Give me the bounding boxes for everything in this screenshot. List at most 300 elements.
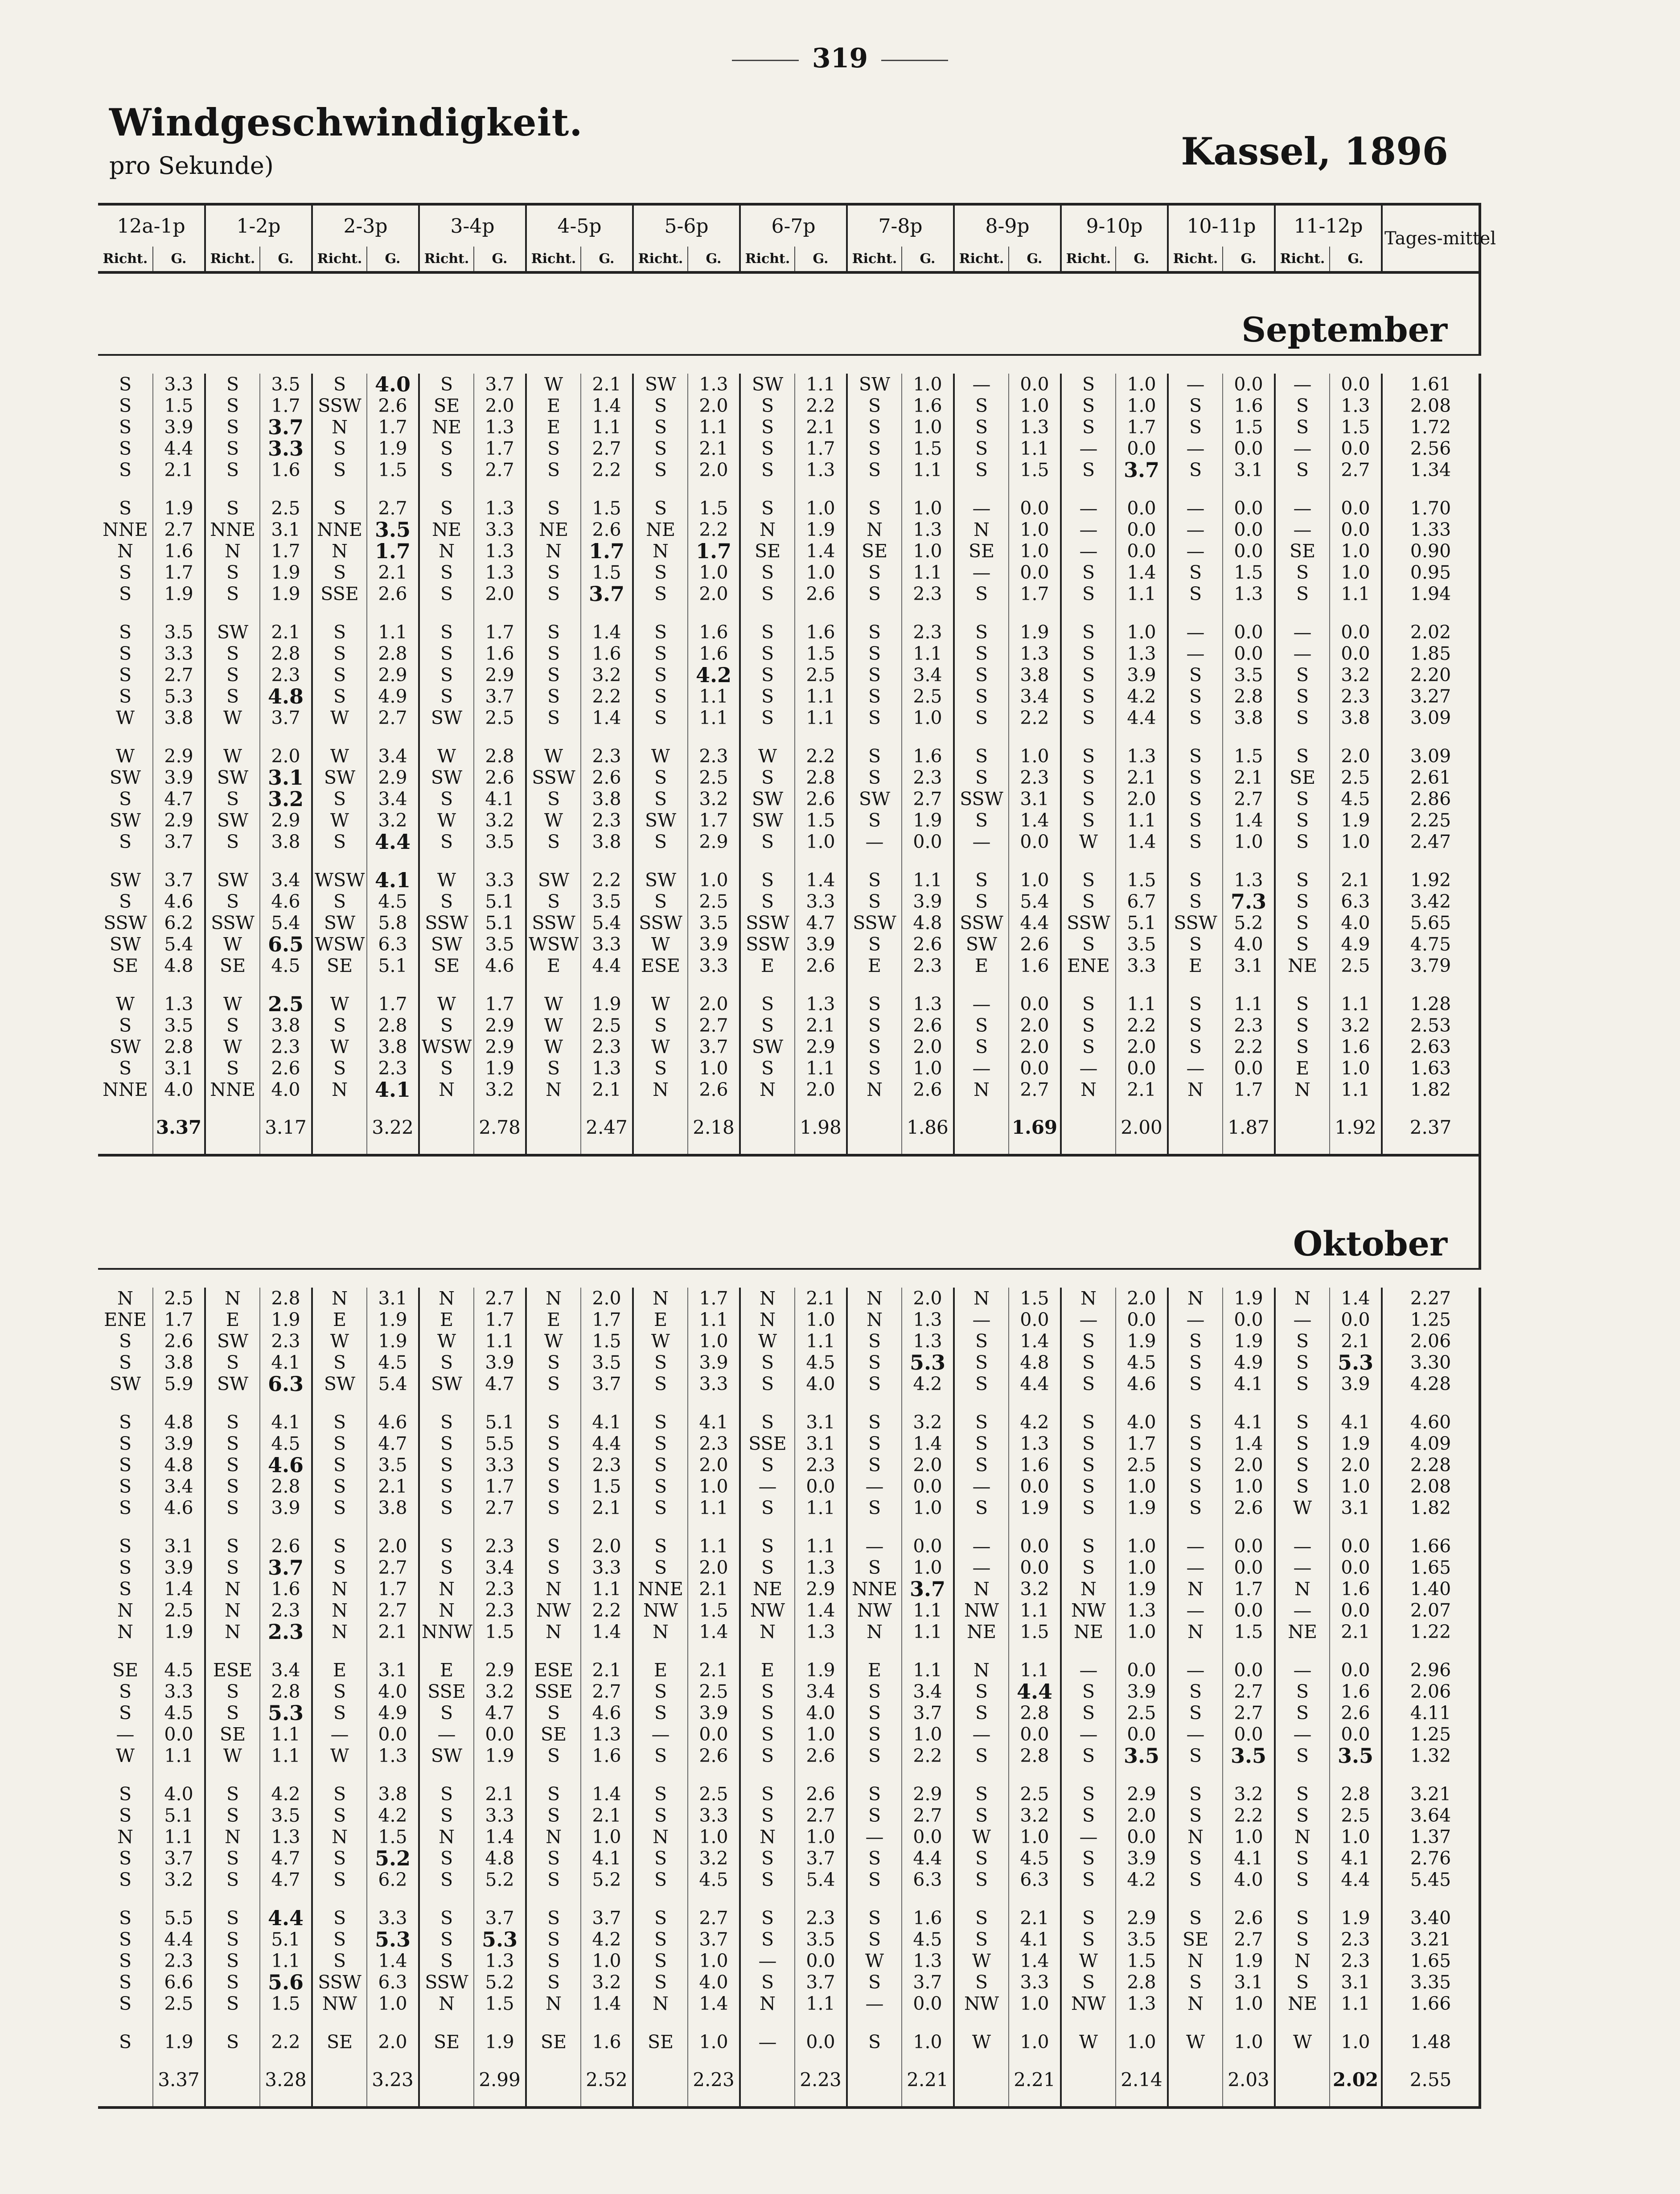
speed-cell: 3.3 xyxy=(260,438,312,459)
speed-cell: 1.6 xyxy=(260,459,312,481)
daily-mean-cell: 0.90 xyxy=(1382,540,1480,562)
speed-cell: 1.7 xyxy=(153,562,205,583)
direction-cell: S xyxy=(419,583,474,605)
direction-cell: W xyxy=(1061,831,1116,852)
speed-cell: 1.4 xyxy=(153,1578,205,1600)
direction-cell: SSW xyxy=(526,912,581,934)
speed-cell: 1.1 xyxy=(795,1993,847,2014)
direction-cell: WSW xyxy=(312,852,367,891)
daily-mean-cell: 4.11 xyxy=(1382,1702,1480,1724)
speed-cell: 2.0 xyxy=(474,583,526,605)
speed-cell: 0.0 xyxy=(1009,1519,1061,1557)
monthly-mean-cell: 3.17 xyxy=(260,1100,312,1155)
speed-cell: 1.9 xyxy=(153,583,205,605)
direction-cell: S xyxy=(1275,1015,1330,1036)
speed-cell: 5.3 xyxy=(153,686,205,707)
speed-cell: 4.5 xyxy=(367,891,419,912)
month-heading-row xyxy=(98,272,1480,355)
speed-cell: 1.5 xyxy=(1223,562,1275,583)
speed-cell: 0.0 xyxy=(1116,1058,1168,1079)
speed-cell: 0.0 xyxy=(1330,1600,1382,1621)
direction-cell: S xyxy=(526,1519,581,1557)
direction-cell: S xyxy=(954,810,1009,831)
empty-cell xyxy=(633,2053,688,2108)
direction-cell: E xyxy=(526,955,581,976)
direction-cell: S xyxy=(954,1848,1009,1869)
speed-cell: 3.9 xyxy=(1116,664,1168,686)
speed-cell: 1.0 xyxy=(795,481,847,519)
monthly-mean-cell: 2.14 xyxy=(1116,2053,1168,2108)
daily-mean-cell: 2.25 xyxy=(1382,810,1480,831)
direction-cell: S xyxy=(847,1395,902,1433)
direction-cell: S xyxy=(633,1557,688,1578)
table-row xyxy=(98,788,1480,810)
speed-cell: 2.3 xyxy=(581,1036,633,1058)
direction-cell: S xyxy=(954,1036,1009,1058)
direction-cell: SE xyxy=(740,540,795,562)
direction-cell: S xyxy=(419,1950,474,1972)
speed-cell: 1.9 xyxy=(367,438,419,459)
hour-column-header: 10-11p xyxy=(1168,204,1275,247)
speed-cell: 2.5 xyxy=(1009,1766,1061,1805)
direction-cell: S xyxy=(847,1373,902,1395)
speed-cell: 1.7 xyxy=(153,1309,205,1330)
direction-cell: S xyxy=(847,1890,902,1929)
direction-cell: S xyxy=(954,1454,1009,1476)
empty-cell xyxy=(1275,2053,1330,2108)
daily-mean-cell: 1.85 xyxy=(1382,643,1480,664)
direction-cell: S xyxy=(740,1972,795,1993)
speed-cell: 3.9 xyxy=(1116,1681,1168,1702)
daily-mean-cell: 1.28 xyxy=(1382,976,1480,1015)
direction-cell: S xyxy=(1168,664,1223,686)
direction-cell: S xyxy=(1061,1972,1116,1993)
speed-cell: 4.7 xyxy=(260,1848,312,1869)
direction-cell: S xyxy=(847,459,902,481)
monthly-mean-cell: 3.37 xyxy=(153,2053,205,2108)
hour-column-header: 5-6p xyxy=(633,204,740,247)
daily-mean-cell: 1.34 xyxy=(1382,459,1480,481)
direction-cell: SW xyxy=(740,788,795,810)
direction-cell: S xyxy=(419,1557,474,1578)
speed-cell: 1.1 xyxy=(581,416,633,438)
speed-cell: 2.5 xyxy=(153,1993,205,2014)
table-row xyxy=(98,1519,1480,1557)
direction-cell: S xyxy=(1275,459,1330,481)
speed-cell: 1.9 xyxy=(902,810,954,831)
speed-cell: 1.1 xyxy=(153,1745,205,1766)
direction-cell: N xyxy=(1275,1288,1330,1309)
speed-cell: 3.9 xyxy=(1116,1848,1168,1869)
direction-cell: S xyxy=(954,583,1009,605)
speed-cell: 1.4 xyxy=(474,1826,526,1848)
direction-cell: W xyxy=(312,1330,367,1352)
speed-cell: 1.4 xyxy=(1009,810,1061,831)
direction-cell: S xyxy=(419,374,474,395)
speed-cell: 1.0 xyxy=(1223,2014,1275,2053)
speed-cell: 3.7 xyxy=(474,1890,526,1929)
direction-cell: S xyxy=(98,1848,153,1869)
direction-cell: W xyxy=(526,1330,581,1352)
table-row xyxy=(98,1352,1480,1373)
direction-cell: S xyxy=(98,1058,153,1079)
speed-cell: 1.0 xyxy=(902,707,954,729)
speed-cell: 1.1 xyxy=(260,1745,312,1766)
speed-cell: 2.3 xyxy=(1330,686,1382,707)
speed-cell: 2.7 xyxy=(367,1557,419,1578)
direction-cell: S xyxy=(847,481,902,519)
direction-cell: S xyxy=(847,1745,902,1766)
speed-cell: 1.0 xyxy=(1009,540,1061,562)
direction-cell: S xyxy=(205,1395,260,1433)
direction-cell: S xyxy=(98,1352,153,1373)
speed-cell: 2.2 xyxy=(1223,1036,1275,1058)
direction-cell: S xyxy=(1061,1352,1116,1373)
direction-cell: E xyxy=(1168,955,1223,976)
direction-cell: SSW xyxy=(98,912,153,934)
speed-cell: 2.8 xyxy=(367,643,419,664)
speed-cell: 1.1 xyxy=(902,562,954,583)
direction-cell: NNE xyxy=(205,1079,260,1100)
speed-cell: 3.2 xyxy=(1330,1015,1382,1036)
direction-cell: S xyxy=(740,831,795,852)
speed-cell: 0.0 xyxy=(1223,1519,1275,1557)
speed-cell: 4.8 xyxy=(153,1395,205,1433)
speed-cell: 2.3 xyxy=(474,1578,526,1600)
speed-cell: 3.8 xyxy=(1330,707,1382,729)
direction-cell: S xyxy=(954,1433,1009,1454)
direction-cell: S xyxy=(419,1395,474,1433)
speed-cell: 1.7 xyxy=(1223,1079,1275,1100)
direction-cell: S xyxy=(205,1702,260,1724)
table-row xyxy=(98,374,1480,395)
speed-cell: 1.1 xyxy=(474,1330,526,1352)
direction-cell: S xyxy=(740,1681,795,1702)
direction-cell: S xyxy=(205,2014,260,2053)
speed-cell: 1.5 xyxy=(902,438,954,459)
direction-cell: W xyxy=(1061,2014,1116,2053)
speed-cell: 2.7 xyxy=(474,1288,526,1309)
direction-subheader: Richt. xyxy=(205,247,260,272)
speed-cell: 3.7 xyxy=(581,1373,633,1395)
speed-cell: 4.0 xyxy=(153,1079,205,1100)
direction-cell: S xyxy=(98,1476,153,1497)
table-row xyxy=(98,1058,1480,1079)
direction-cell: S xyxy=(740,1454,795,1476)
speed-cell: 2.6 xyxy=(902,1015,954,1036)
direction-cell: S xyxy=(526,562,581,583)
direction-cell: SSW xyxy=(205,912,260,934)
direction-cell: S xyxy=(954,459,1009,481)
speed-cell: 4.1 xyxy=(688,1395,740,1433)
direction-cell: S xyxy=(954,1745,1009,1766)
daily-mean-cell: 3.35 xyxy=(1382,1972,1480,1993)
table-row xyxy=(98,395,1480,416)
empty-cell xyxy=(312,2053,367,2108)
table-row xyxy=(98,1288,1480,1309)
direction-cell: S xyxy=(98,1869,153,1890)
direction-cell: S xyxy=(419,788,474,810)
speed-cell: 1.7 xyxy=(260,395,312,416)
speed-cell: 2.6 xyxy=(1009,934,1061,955)
direction-cell: NE xyxy=(419,519,474,540)
speed-cell: 1.0 xyxy=(902,481,954,519)
table-row xyxy=(98,852,1480,891)
table-row xyxy=(98,1993,1480,2014)
direction-cell: S xyxy=(633,1497,688,1519)
direction-cell: S xyxy=(740,1557,795,1578)
direction-cell: S xyxy=(1168,395,1223,416)
speed-cell: 3.9 xyxy=(902,891,954,912)
speed-cell: 2.1 xyxy=(260,605,312,643)
direction-cell: N xyxy=(526,540,581,562)
direction-cell: SW xyxy=(954,934,1009,955)
speed-cell: 3.1 xyxy=(1223,459,1275,481)
direction-cell: E xyxy=(419,1309,474,1330)
speed-cell: 3.2 xyxy=(688,788,740,810)
direction-subheader: Richt. xyxy=(98,247,153,272)
direction-cell: W xyxy=(419,976,474,1015)
table-row xyxy=(98,934,1480,955)
speed-cell: 5.2 xyxy=(581,1869,633,1890)
table-row xyxy=(98,1766,1480,1805)
direction-cell: N xyxy=(1275,1578,1330,1600)
table-row xyxy=(98,707,1480,729)
direction-cell: N xyxy=(419,1288,474,1309)
speed-cell: 1.5 xyxy=(1330,416,1382,438)
table-row xyxy=(98,1745,1480,1766)
speed-cell: 2.9 xyxy=(367,664,419,686)
direction-cell: S xyxy=(740,562,795,583)
speed-cell: 2.2 xyxy=(581,852,633,891)
direction-cell: S xyxy=(1061,1497,1116,1519)
direction-cell: S xyxy=(98,1702,153,1724)
speed-cell: 0.0 xyxy=(795,1950,847,1972)
speed-cell: 2.6 xyxy=(260,1519,312,1557)
speed-cell: 0.0 xyxy=(1116,481,1168,519)
direction-cell: SW xyxy=(312,912,367,934)
direction-cell: W xyxy=(526,1015,581,1036)
speed-cell: 4.9 xyxy=(367,686,419,707)
speed-cell: 1.5 xyxy=(1116,1950,1168,1972)
direction-cell: S xyxy=(1168,1890,1223,1929)
speed-cell: 2.5 xyxy=(153,1288,205,1309)
direction-cell: NNE xyxy=(205,519,260,540)
speed-cell: 0.0 xyxy=(1223,1557,1275,1578)
direction-cell: S xyxy=(312,1058,367,1079)
direction-cell: N xyxy=(1275,1826,1330,1848)
direction-cell: W xyxy=(312,976,367,1015)
direction-cell: N xyxy=(954,1079,1009,1100)
speed-cell: 2.6 xyxy=(153,1330,205,1352)
direction-cell: S xyxy=(98,686,153,707)
speed-cell: 1.3 xyxy=(902,1330,954,1352)
speed-cell: 1.0 xyxy=(1223,831,1275,852)
speed-cell: 1.5 xyxy=(1009,459,1061,481)
direction-cell: NE xyxy=(954,1621,1009,1642)
speed-cell: 3.3 xyxy=(153,374,205,395)
speed-cell: 0.0 xyxy=(1009,1557,1061,1578)
speed-cell: 4.2 xyxy=(260,1766,312,1805)
speed-cell: 3.4 xyxy=(902,1681,954,1702)
table-row xyxy=(98,1681,1480,1702)
daily-mean-cell: 1.32 xyxy=(1382,1745,1480,1766)
direction-cell: N xyxy=(1061,1079,1116,1100)
speed-cell: 7.3 xyxy=(1223,891,1275,912)
speed-cell: 1.6 xyxy=(795,605,847,643)
direction-cell: S xyxy=(98,1433,153,1454)
direction-cell: S xyxy=(954,605,1009,643)
speed-cell: 3.4 xyxy=(260,1642,312,1681)
speed-cell: 1.1 xyxy=(1330,1079,1382,1100)
direction-cell: S xyxy=(633,643,688,664)
speed-cell: 0.0 xyxy=(1009,1476,1061,1497)
speed-cell: 1.0 xyxy=(795,562,847,583)
daily-mean-cell: 1.82 xyxy=(1382,1497,1480,1519)
direction-cell: NE xyxy=(633,519,688,540)
direction-cell: S xyxy=(954,664,1009,686)
speed-cell: 1.0 xyxy=(902,1058,954,1079)
speed-cell: 3.5 xyxy=(367,1454,419,1476)
speed-cell: 2.2 xyxy=(1116,1015,1168,1036)
speed-cell: 2.1 xyxy=(581,1497,633,1519)
direction-cell: — xyxy=(740,2014,795,2053)
speed-cell: 0.0 xyxy=(902,1476,954,1497)
speed-cell: 4.1 xyxy=(1223,1373,1275,1395)
wind-speed-table xyxy=(98,203,1496,2109)
speed-cell: 1.0 xyxy=(1009,1826,1061,1848)
direction-cell: S xyxy=(847,1702,902,1724)
direction-cell: S xyxy=(847,729,902,767)
speed-cell: 5.4 xyxy=(581,912,633,934)
speed-cell: 1.0 xyxy=(902,1557,954,1578)
table-row xyxy=(98,1724,1480,1745)
speed-cell: 1.9 xyxy=(1330,1890,1382,1929)
speed-cell: 1.5 xyxy=(153,395,205,416)
monthly-mean-cell: 3.37 xyxy=(153,1100,205,1155)
direction-cell: S xyxy=(1168,1036,1223,1058)
direction-cell: S xyxy=(847,1766,902,1805)
speed-cell: 0.0 xyxy=(1009,976,1061,1015)
speed-cell: 4.8 xyxy=(260,686,312,707)
speed-cell: 1.5 xyxy=(795,643,847,664)
speed-cell: 1.0 xyxy=(688,1826,740,1848)
daily-mean-cell: 3.09 xyxy=(1382,729,1480,767)
speed-cell: 1.1 xyxy=(688,1309,740,1330)
speed-cell: 4.4 xyxy=(260,1890,312,1929)
direction-cell: SSW xyxy=(1061,912,1116,934)
speed-cell: 3.5 xyxy=(474,934,526,955)
speed-cell: 0.0 xyxy=(1330,1519,1382,1557)
speed-cell: 1.3 xyxy=(1330,395,1382,416)
empty-cell xyxy=(847,1100,902,1155)
direction-cell: S xyxy=(205,562,260,583)
direction-cell: ENE xyxy=(98,1309,153,1330)
speed-cell: 2.2 xyxy=(1009,707,1061,729)
direction-cell: S xyxy=(954,1869,1009,1890)
speed-cell: 2.0 xyxy=(581,1288,633,1309)
daily-mean-cell: 2.56 xyxy=(1382,438,1480,459)
speed-cell: 2.7 xyxy=(474,1497,526,1519)
speed-cell: 2.1 xyxy=(581,374,633,395)
daily-mean-cell: 1.92 xyxy=(1382,852,1480,891)
direction-cell: S xyxy=(633,1766,688,1805)
speed-cell: 4.1 xyxy=(260,1352,312,1373)
direction-cell: S xyxy=(419,686,474,707)
speed-cell: 2.1 xyxy=(581,1805,633,1826)
speed-cell: 0.0 xyxy=(902,1826,954,1848)
direction-cell: S xyxy=(633,1972,688,1993)
direction-cell: S xyxy=(205,1950,260,1972)
speed-cell: 0.0 xyxy=(1330,481,1382,519)
direction-cell: — xyxy=(1275,1724,1330,1745)
direction-cell: S xyxy=(847,605,902,643)
direction-cell: S xyxy=(1061,1702,1116,1724)
table-row xyxy=(98,976,1480,1015)
direction-cell: W xyxy=(1275,2014,1330,2053)
direction-cell: S xyxy=(312,1929,367,1950)
direction-cell: S xyxy=(419,1929,474,1950)
speed-cell: 4.2 xyxy=(581,1929,633,1950)
direction-cell: S xyxy=(312,1805,367,1826)
speed-cell: 1.9 xyxy=(1009,605,1061,643)
direction-cell: N xyxy=(312,1288,367,1309)
speed-cell: 1.6 xyxy=(1009,955,1061,976)
daily-mean-cell: 2.20 xyxy=(1382,664,1480,686)
direction-cell: SE xyxy=(1275,540,1330,562)
direction-cell: S xyxy=(1168,1373,1223,1395)
speed-cell: 2.6 xyxy=(1223,1890,1275,1929)
speed-cell: 2.6 xyxy=(795,1766,847,1805)
speed-cell: 3.5 xyxy=(1223,1745,1275,1766)
direction-cell: S xyxy=(419,1869,474,1890)
direction-cell: S xyxy=(419,481,474,519)
direction-cell: NE xyxy=(1275,1621,1330,1642)
speed-cell: 1.5 xyxy=(1009,1288,1061,1309)
speed-cell: 0.0 xyxy=(795,2014,847,2053)
direction-cell: S xyxy=(312,562,367,583)
direction-cell: N xyxy=(98,1600,153,1621)
speed-cell: 1.6 xyxy=(688,643,740,664)
speed-cell: 5.1 xyxy=(153,1805,205,1826)
direction-cell: S xyxy=(205,1681,260,1702)
speed-cell: 0.0 xyxy=(1330,374,1382,395)
direction-cell: S xyxy=(740,1497,795,1519)
speed-cell: 3.4 xyxy=(902,664,954,686)
speed-cell: 2.0 xyxy=(474,395,526,416)
direction-cell: S xyxy=(312,1869,367,1890)
direction-cell: S xyxy=(740,643,795,664)
speed-subheader: G. xyxy=(153,247,205,272)
speed-cell: 6.2 xyxy=(153,912,205,934)
empty-cell xyxy=(419,2053,474,2108)
direction-cell: S xyxy=(847,1869,902,1890)
speed-cell: 1.1 xyxy=(795,1058,847,1079)
speed-cell: 3.2 xyxy=(1330,664,1382,686)
speed-cell: 2.1 xyxy=(1330,1621,1382,1642)
direction-cell: S xyxy=(98,1805,153,1826)
direction-subheader: Richt. xyxy=(633,247,688,272)
speed-cell: 3.5 xyxy=(581,1352,633,1373)
direction-cell: S xyxy=(312,1476,367,1497)
speed-cell: 1.1 xyxy=(795,707,847,729)
speed-cell: 1.3 xyxy=(1009,1433,1061,1454)
speed-cell: 2.6 xyxy=(795,583,847,605)
direction-cell: E xyxy=(740,955,795,976)
direction-cell: SW xyxy=(205,1373,260,1395)
direction-cell: N xyxy=(1168,1288,1223,1309)
direction-cell: S xyxy=(98,2014,153,2053)
